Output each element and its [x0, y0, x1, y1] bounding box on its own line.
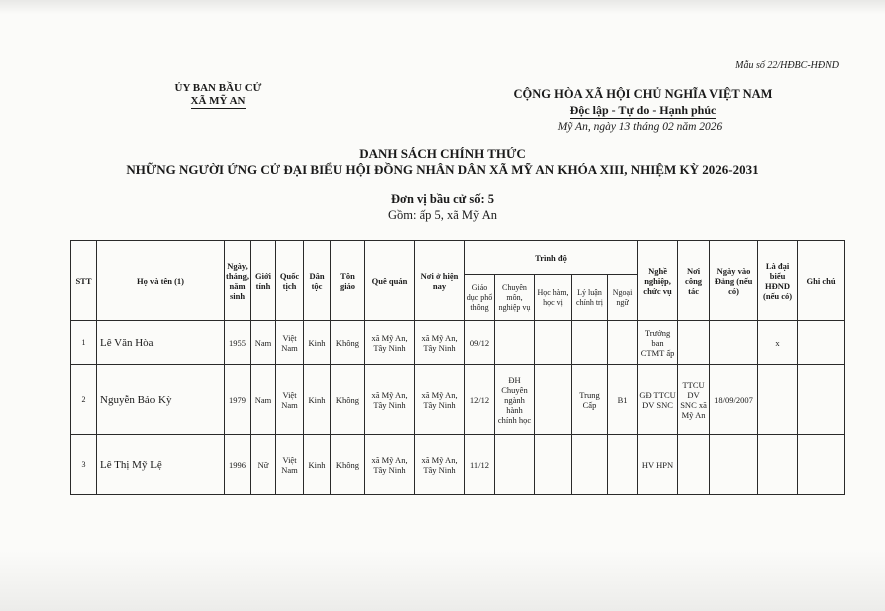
- cell-edu-general: 11/12: [465, 435, 495, 495]
- cell-edu-academic: [535, 321, 572, 365]
- cell-occupation: GĐ TTCU DV SNC: [638, 365, 678, 435]
- col-note: Ghi chú: [798, 241, 845, 321]
- nation-name: CỘNG HÒA XÃ HỘI CHỦ NGHĨA VIỆT NAM: [513, 87, 773, 101]
- col-is-delegate: Là đại biểu HĐND (nếu có): [758, 241, 798, 321]
- cell-edu-language: B1: [608, 365, 638, 435]
- col-religion: Tôn giáo: [331, 241, 365, 321]
- page-shadow-bottom: [0, 551, 885, 611]
- national-motto: [478, 86, 808, 119]
- candidate-table: [70, 240, 845, 495]
- cell-party-date: [710, 321, 758, 365]
- cell-gender: Nam: [251, 321, 276, 365]
- cell-nationality: Việt Nam: [276, 435, 304, 495]
- cell-edu-professional: [495, 321, 535, 365]
- cell-stt: 1: [71, 321, 97, 365]
- cell-ethnicity: Kinh: [304, 321, 331, 365]
- title-line-2: NHỮNG NGƯỜI ỨNG CỬ ĐẠI BIỂU HỘI ĐỒNG NHÂN DÂN XÃ MỸ AN KHÓA XIII, NHIỆM KỲ 2026-2031: [126, 162, 759, 177]
- cell-note: [798, 365, 845, 435]
- cell-residence: xã Mỹ An, Tây Ninh: [415, 321, 465, 365]
- cell-edu-professional: ĐH Chuyên ngành hành chính học: [495, 365, 535, 435]
- cell-edu-general: 12/12: [465, 365, 495, 435]
- col-residence: Nơi ở hiện nay: [415, 241, 465, 321]
- electoral-unit: [0, 191, 885, 223]
- cell-name: Lê Thị Mỹ Lệ: [97, 435, 225, 495]
- col-edu-professional: Chuyên môn, nghiệp vụ: [495, 275, 535, 321]
- cell-dob: 1996: [225, 435, 251, 495]
- cell-edu-language: [608, 321, 638, 365]
- col-nationality: Quốc tịch: [276, 241, 304, 321]
- cell-stt: 3: [71, 435, 97, 495]
- col-ethnicity: Dân tộc: [304, 241, 331, 321]
- cell-edu-academic: [535, 365, 572, 435]
- unit-number: Đơn vị bầu cử số: 5: [391, 192, 494, 206]
- cell-religion: Không: [331, 435, 365, 495]
- org-line-1: ỦY BAN BẦU CỬ: [174, 82, 262, 94]
- cell-edu-political: [572, 435, 608, 495]
- table-row: [71, 365, 845, 435]
- document-title: [0, 146, 885, 178]
- col-stt: STT: [71, 241, 97, 321]
- cell-nationality: Việt Nam: [276, 321, 304, 365]
- cell-name: Lê Văn Hòa: [97, 321, 225, 365]
- col-edu-academic: Học hàm, học vị: [535, 275, 572, 321]
- col-gender: Giới tính: [251, 241, 276, 321]
- cell-stt: 2: [71, 365, 97, 435]
- date-line: Mỹ An, ngày 13 tháng 02 năm 2026: [557, 121, 723, 133]
- cell-residence: xã Mỹ An, Tây Ninh: [415, 365, 465, 435]
- cell-gender: Nữ: [251, 435, 276, 495]
- col-dob: Ngày, tháng, năm sinh: [225, 241, 251, 321]
- cell-edu-language: [608, 435, 638, 495]
- org-line-2: XÃ MỸ AN: [190, 95, 246, 107]
- page-shadow-top: [0, 0, 885, 14]
- cell-note: [798, 435, 845, 495]
- nation-motto: Độc lập - Tự do - Hạnh phúc: [569, 103, 717, 117]
- cell-workplace: [678, 435, 710, 495]
- cell-dob: 1979: [225, 365, 251, 435]
- col-workplace: Nơi công tác: [678, 241, 710, 321]
- cell-ethnicity: Kinh: [304, 435, 331, 495]
- table-header-row: [71, 241, 845, 275]
- cell-edu-academic: [535, 435, 572, 495]
- cell-is-delegate: [758, 435, 798, 495]
- col-occupation: Nghề nghiệp, chức vụ: [638, 241, 678, 321]
- col-education-group: Trình độ: [465, 241, 638, 275]
- cell-edu-general: 09/12: [465, 321, 495, 365]
- cell-hometown: xã Mỹ An, Tây Ninh: [365, 365, 415, 435]
- cell-party-date: [710, 435, 758, 495]
- cell-occupation: Trưởng ban CTMT ấp: [638, 321, 678, 365]
- table-row: [71, 321, 845, 365]
- col-party-date: Ngày vào Đảng (nếu có): [710, 241, 758, 321]
- cell-religion: Không: [331, 365, 365, 435]
- cell-party-date: 18/09/2007: [710, 365, 758, 435]
- cell-edu-political: [572, 321, 608, 365]
- issuing-organization: [148, 82, 288, 109]
- cell-edu-professional: [495, 435, 535, 495]
- cell-hometown: xã Mỹ An, Tây Ninh: [365, 435, 415, 495]
- cell-ethnicity: Kinh: [304, 365, 331, 435]
- cell-dob: 1955: [225, 321, 251, 365]
- cell-gender: Nam: [251, 365, 276, 435]
- cell-is-delegate: [758, 365, 798, 435]
- cell-note: [798, 321, 845, 365]
- cell-edu-political: Trung Cấp: [572, 365, 608, 435]
- cell-hometown: xã Mỹ An, Tây Ninh: [365, 321, 415, 365]
- col-name: Họ và tên (1): [97, 241, 225, 321]
- cell-residence: xã Mỹ An, Tây Ninh: [415, 435, 465, 495]
- form-number: Mẫu số 22/HĐBC-HĐND: [735, 60, 839, 71]
- cell-name: Nguyễn Bảo Kỳ: [97, 365, 225, 435]
- col-hometown: Quê quán: [365, 241, 415, 321]
- table-row: [71, 435, 845, 495]
- cell-workplace: TTCU DV SNC xã Mỹ An: [678, 365, 710, 435]
- cell-workplace: [678, 321, 710, 365]
- unit-scope: Gồm: ấp 5, xã Mỹ An: [387, 208, 498, 222]
- col-edu-language: Ngoại ngữ: [608, 275, 638, 321]
- cell-nationality: Việt Nam: [276, 365, 304, 435]
- cell-is-delegate: x: [758, 321, 798, 365]
- title-line-1: DANH SÁCH CHÍNH THỨC: [359, 146, 526, 161]
- cell-occupation: HV HPN: [638, 435, 678, 495]
- col-edu-political: Lý luận chính trị: [572, 275, 608, 321]
- col-edu-general: Giáo dục phổ thông: [465, 275, 495, 321]
- cell-religion: Không: [331, 321, 365, 365]
